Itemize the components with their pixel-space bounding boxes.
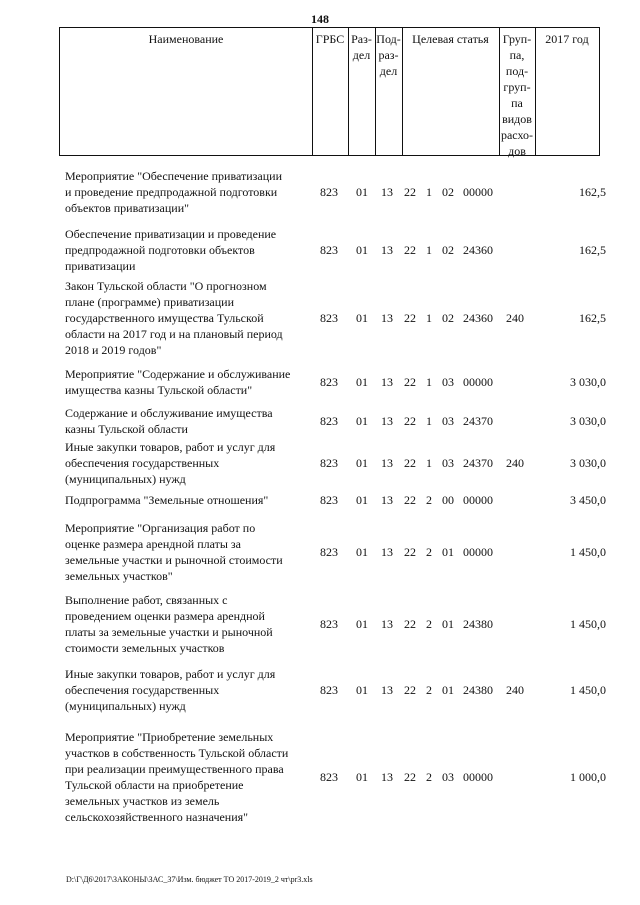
row-cs1: 22 <box>404 683 416 697</box>
row-grbs: 823 <box>320 770 338 784</box>
row-cs4: 24380 <box>463 683 493 697</box>
header-line: Груп- <box>502 32 532 46</box>
row-podrazdel: 13 <box>381 243 393 257</box>
row-cs2: 1 <box>426 243 432 257</box>
row-cs3: 03 <box>442 414 454 428</box>
header-line: Под- <box>376 32 401 46</box>
row-name-line: Тульской области на приобретение <box>65 778 244 792</box>
row-name-line: обеспечения государственных <box>65 456 220 470</box>
row-cs3: 00 <box>442 493 454 507</box>
header-razdel <box>348 31 375 155</box>
row-cs1: 22 <box>404 243 416 257</box>
row-grbs: 823 <box>320 493 338 507</box>
header-podrazdel <box>375 31 402 155</box>
row-cs2: 2 <box>426 545 432 559</box>
row-name <box>65 729 310 825</box>
row-amount: 162,5 <box>579 243 606 257</box>
row-grbs: 823 <box>320 311 338 325</box>
row-grbs: 823 <box>320 185 338 199</box>
row-name-line: 2018 и 2019 годов" <box>65 343 162 357</box>
header-line: дел <box>379 64 398 78</box>
row-podrazdel: 13 <box>381 617 393 631</box>
table-row <box>0 439 640 487</box>
header-group <box>499 31 535 158</box>
row-amount: 162,5 <box>579 311 606 325</box>
table-row <box>0 729 640 825</box>
row-name-line: Содержание и обслуживание имущества <box>65 406 273 420</box>
row-cs3: 01 <box>442 683 454 697</box>
header-line: видов <box>502 112 532 126</box>
header-name: Наименование <box>148 32 224 46</box>
row-name <box>65 520 310 584</box>
row-name-line: (муниципальных) нужд <box>65 699 186 713</box>
row-podrazdel: 13 <box>381 683 393 697</box>
row-name <box>65 168 310 216</box>
row-name <box>65 492 310 508</box>
table-row <box>0 520 640 584</box>
row-cs2: 1 <box>426 185 432 199</box>
header-line: груп- <box>503 80 531 94</box>
row-cs4: 00000 <box>463 185 493 199</box>
row-cs1: 22 <box>404 311 416 325</box>
row-razdel: 01 <box>356 375 368 389</box>
row-cs4: 00000 <box>463 493 493 507</box>
table-header <box>59 27 600 156</box>
row-name-line: проведением оценки размера арендной <box>65 609 265 623</box>
row-podrazdel: 13 <box>381 456 393 470</box>
row-name-line: объектов приватизации" <box>65 201 190 215</box>
row-name-line: Мероприятие "Содержание и обслуживание <box>65 367 291 381</box>
row-name-line: Подпрограмма "Земельные отношения" <box>65 493 269 507</box>
table-row <box>0 226 640 274</box>
row-cs3: 02 <box>442 185 454 199</box>
header-grbs: ГРБС <box>315 32 345 46</box>
row-name-line: предпродажной подготовки объектов <box>65 243 255 257</box>
row-name-line: при реализации преимущественного права <box>65 762 284 776</box>
row-grbs: 823 <box>320 545 338 559</box>
row-name <box>65 226 310 274</box>
row-razdel: 01 <box>356 311 368 325</box>
row-podrazdel: 13 <box>381 493 393 507</box>
row-cs4: 24370 <box>463 414 493 428</box>
row-cs3: 03 <box>442 375 454 389</box>
row-razdel: 01 <box>356 493 368 507</box>
row-cs1: 22 <box>404 493 416 507</box>
row-amount: 162,5 <box>579 185 606 199</box>
row-razdel: 01 <box>356 185 368 199</box>
row-cs3: 01 <box>442 545 454 559</box>
row-cs1: 22 <box>404 456 416 470</box>
row-name-line: стоимости земельных участков <box>65 641 225 655</box>
header-line: раз- <box>378 48 399 62</box>
row-cs3: 03 <box>442 456 454 470</box>
header-target: Целевая статья <box>412 32 489 46</box>
row-grbs: 823 <box>320 456 338 470</box>
row-name-line: сельскохозяйственного назначения" <box>65 810 249 824</box>
row-name-line: (муниципальных) нужд <box>65 472 186 486</box>
row-cs4: 24370 <box>463 456 493 470</box>
row-name-line: государственного имущества Тульской <box>65 311 264 325</box>
row-grbs: 823 <box>320 243 338 257</box>
row-cs4: 24360 <box>463 311 493 325</box>
header-line: Раз- <box>351 32 372 46</box>
row-name-line: обеспечения государственных <box>65 683 220 697</box>
table-row <box>0 366 640 398</box>
row-vr: 240 <box>506 683 524 697</box>
row-podrazdel: 13 <box>381 375 393 389</box>
table-row <box>0 278 640 358</box>
row-cs4: 00000 <box>463 770 493 784</box>
row-cs4: 00000 <box>463 545 493 559</box>
row-amount: 3 030,0 <box>570 456 606 470</box>
row-razdel: 01 <box>356 617 368 631</box>
header-line: дов <box>508 144 526 158</box>
row-razdel: 01 <box>356 243 368 257</box>
page-number: 148 <box>311 12 329 26</box>
row-name-line: Обеспечение приватизации и проведение <box>65 227 277 241</box>
row-amount: 1 450,0 <box>570 545 606 559</box>
row-name-line: Мероприятие "Приобретение земельных <box>65 730 274 744</box>
row-name-line: участков в собственность Тульской области <box>65 746 289 760</box>
row-name <box>65 278 310 358</box>
row-name-line: Закон Тульской области "О прогнозном <box>65 279 267 293</box>
file-path-footer: D:\Г\Д6\2017\ЗАКОНЫ\ЗАС_37\Изм. бюджет ТО 2017-2019_2 чт\pr3.xls <box>66 875 313 884</box>
row-cs1: 22 <box>404 545 416 559</box>
row-grbs: 823 <box>320 617 338 631</box>
header-line: расхо- <box>500 128 534 142</box>
row-name-line: Мероприятие "Организация работ по <box>65 521 256 535</box>
row-cs3: 01 <box>442 617 454 631</box>
row-name-line: земельных участков" <box>65 569 173 583</box>
row-name-line: плане (программе) приватизации <box>65 295 235 309</box>
header-line: дел <box>352 48 371 62</box>
row-name-line: области на 2017 год и на плановый период <box>65 327 283 341</box>
row-name-line: казны Тульской области <box>65 422 188 436</box>
row-cs2: 1 <box>426 456 432 470</box>
row-amount: 1 450,0 <box>570 683 606 697</box>
row-name-line: оценке размера арендной платы за <box>65 537 241 551</box>
row-vr: 240 <box>506 456 524 470</box>
row-name <box>65 666 310 714</box>
row-razdel: 01 <box>356 545 368 559</box>
row-cs2: 1 <box>426 414 432 428</box>
row-cs2: 2 <box>426 617 432 631</box>
row-name-line: Мероприятие "Обеспечение приватизации <box>65 169 283 183</box>
row-razdel: 01 <box>356 414 368 428</box>
row-cs2: 1 <box>426 311 432 325</box>
row-cs1: 22 <box>404 770 416 784</box>
table-row <box>0 168 640 216</box>
row-grbs: 823 <box>320 683 338 697</box>
row-cs1: 22 <box>404 414 416 428</box>
row-podrazdel: 13 <box>381 770 393 784</box>
row-cs1: 22 <box>404 617 416 631</box>
row-name-line: Выполнение работ, связанных с <box>65 593 228 607</box>
row-name-line: платы за земельные участки и рыночной <box>65 625 273 639</box>
row-podrazdel: 13 <box>381 311 393 325</box>
row-vr: 240 <box>506 311 524 325</box>
row-name-line: Иные закупки товаров, работ и услуг для <box>65 667 276 681</box>
row-name-line: имущества казны Тульской области" <box>65 383 253 397</box>
table-row <box>0 592 640 656</box>
row-podrazdel: 13 <box>381 185 393 199</box>
row-cs3: 03 <box>442 770 454 784</box>
row-name <box>65 439 310 487</box>
row-cs4: 00000 <box>463 375 493 389</box>
row-name-line: Иные закупки товаров, работ и услуг для <box>65 440 276 454</box>
row-cs4: 24360 <box>463 243 493 257</box>
table-row <box>0 492 640 508</box>
row-cs2: 2 <box>426 683 432 697</box>
header-line: под- <box>505 64 529 78</box>
row-razdel: 01 <box>356 770 368 784</box>
header-line: па <box>511 96 523 110</box>
row-cs2: 2 <box>426 493 432 507</box>
row-cs3: 02 <box>442 243 454 257</box>
row-amount: 3 030,0 <box>570 375 606 389</box>
row-name-line: земельных участков из земель <box>65 794 220 808</box>
row-name-line: приватизации <box>65 259 136 273</box>
row-podrazdel: 13 <box>381 545 393 559</box>
row-grbs: 823 <box>320 414 338 428</box>
row-razdel: 01 <box>356 456 368 470</box>
row-amount: 3 030,0 <box>570 414 606 428</box>
row-cs1: 22 <box>404 185 416 199</box>
row-razdel: 01 <box>356 683 368 697</box>
table-row <box>0 405 640 437</box>
row-grbs: 823 <box>320 375 338 389</box>
row-cs2: 2 <box>426 770 432 784</box>
row-amount: 1 450,0 <box>570 617 606 631</box>
table-row <box>0 666 640 714</box>
row-amount: 1 000,0 <box>570 770 606 784</box>
row-name <box>65 366 310 398</box>
row-cs1: 22 <box>404 375 416 389</box>
row-podrazdel: 13 <box>381 414 393 428</box>
row-name-line: земельные участки и рыночной стоимости <box>65 553 283 567</box>
row-name <box>65 592 310 656</box>
row-amount: 3 450,0 <box>570 493 606 507</box>
header-line: па, <box>509 48 525 62</box>
row-cs3: 02 <box>442 311 454 325</box>
row-name-line: и проведение предпродажной подготовки <box>65 185 278 199</box>
header-year: 2017 год <box>545 32 589 46</box>
row-cs2: 1 <box>426 375 432 389</box>
row-name <box>65 405 310 437</box>
row-cs4: 24380 <box>463 617 493 631</box>
